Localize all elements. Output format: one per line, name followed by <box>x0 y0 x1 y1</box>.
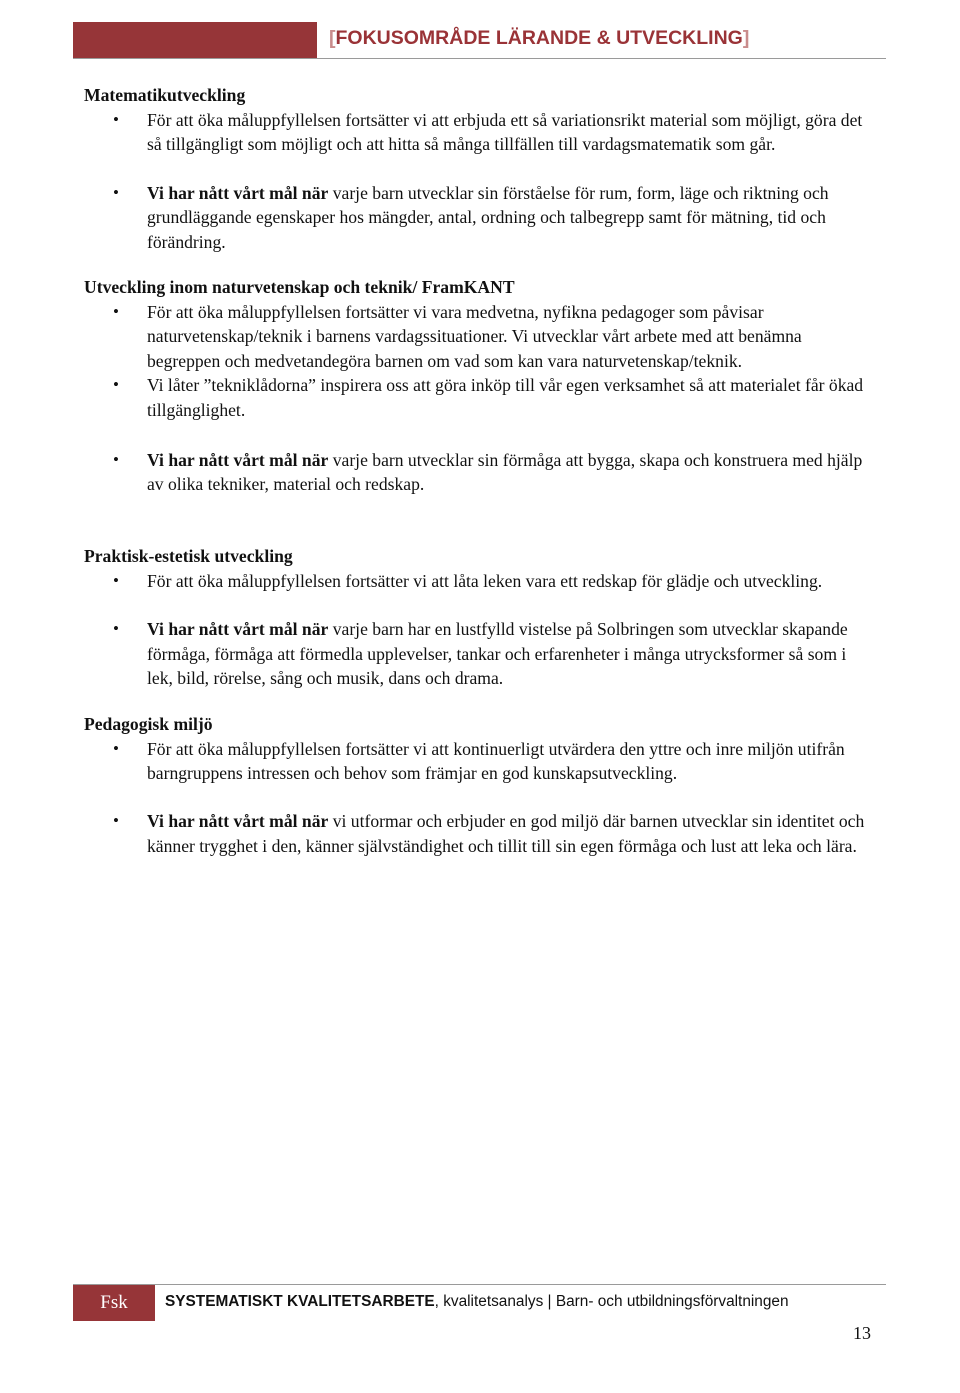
list-item <box>84 737 874 786</box>
header-rule <box>73 58 886 59</box>
page-content <box>84 82 874 858</box>
footer-label-box <box>73 1285 155 1321</box>
section-heading-math: Matematikutveckling <box>84 85 246 105</box>
bullet-icon: • <box>113 302 119 322</box>
list-item-text: vi utformar och erbjuder en god miljö där barnen utvecklar sin identitet och känner trygghet i den, känner självständighet och tillit till sin egen förmåga och lust att leka och lära. <box>147 811 865 856</box>
bullet-list-environment <box>84 737 874 859</box>
bullet-icon: • <box>113 450 119 470</box>
bullet-icon: • <box>113 738 119 758</box>
header-bracket-close: ] <box>742 27 750 49</box>
list-item <box>84 617 874 690</box>
bullet-list-math <box>84 108 874 254</box>
goal-lead-text: Vi har nått vårt mål när <box>147 450 329 471</box>
section-heading-aesthetic: Praktisk-estetisk utveckling <box>84 545 293 566</box>
goal-lead-text: Vi har nått vårt mål när <box>147 811 329 832</box>
footer-rule <box>73 1284 886 1285</box>
bullet-icon: • <box>113 375 119 395</box>
list-item-text: varje barn har en lustfylld vistelse på Solbringen som utvecklar skapande förmåga, förmåga att förmedla upplevelser, tankar och erfarenheter i många utrycksformer så som i lek, bild, rörelse, sång och musik, dans och drama. <box>147 619 848 689</box>
list-item-text: För att öka måluppfyllelsen fortsätter vi att erbjuda ett så variationsrikt material som möjligt, göra det så tillgängligt som möjligt och att hitta så många tillfällen till vardagsmatematik som går. <box>147 110 863 155</box>
list-item <box>84 300 874 373</box>
list-item <box>84 181 874 254</box>
goal-lead-text: Vi har nått vårt mål när <box>147 619 329 640</box>
list-item-text: För att öka måluppfyllelsen fortsätter vi att låta leken vara ett redskap för glädje och utveckling. <box>147 570 823 591</box>
footer-text <box>165 1293 789 1311</box>
page-number: 13 <box>853 1323 871 1343</box>
bullet-icon: • <box>113 110 119 129</box>
footer-bold-text: SYSTEMATISKT KVALITETSARBETE <box>165 1293 435 1310</box>
bullet-icon: • <box>113 811 119 831</box>
document-header-title <box>329 27 749 50</box>
footer-rest-text: , kvalitetsanalys | Barn- och utbildningsförvaltningen <box>434 1293 789 1310</box>
list-item-text: För att öka måluppfyllelsen fortsätter vi att kontinuerligt utvärdera den yttre och inre miljön utifrån barngruppens intressen och behov som främjar en god kunskapsutveckling. <box>147 738 845 783</box>
list-item <box>84 373 874 422</box>
list-item <box>84 108 874 157</box>
goal-lead-text: Vi har nått vårt mål när <box>147 182 329 203</box>
list-item-text: varje barn utvecklar sin förmåga att bygga, skapa och konstruera med hjälp av olika tekniker, material och redskap. <box>147 450 863 495</box>
bullet-icon: • <box>113 182 119 202</box>
bullet-icon: • <box>113 619 119 639</box>
list-item-text: Vi låter ”tekniklådorna” inspirera oss att göra inköp till vår egen verksamhet så att materialet får ökad tillgänglighet. <box>147 375 864 420</box>
list-item-text: För att öka måluppfyllelsen fortsätter vi vara medvetna, nyfikna pedagoger som påvisar naturvetenskap/teknik i barnens vardagssituationer. Vi utvecklar vårt arbete med att benämna begreppen och medvetandegöra barnen om vad som kan vara naturvetenskap/teknik. <box>147 302 802 371</box>
list-item <box>84 569 874 593</box>
bullet-icon: • <box>113 570 119 590</box>
footer-box-label: Fsk <box>100 1292 128 1313</box>
list-item-text: varje barn utvecklar sin förståelse för rum, form, läge och riktning och grundläggande egenskaper hos mängder, antal, ordning och talbegrepp samt för mätning, tid och förändring. <box>147 182 829 252</box>
list-item <box>84 448 874 497</box>
section-heading-science: Utveckling inom naturvetenskap och teknik/ FramKANT <box>84 277 515 298</box>
header-title-text: FOKUSOMRÅDE LÄRANDE & UTVECKLING <box>335 27 743 49</box>
header-bracket-open: [ <box>329 27 336 49</box>
bullet-list-aesthetic <box>84 569 874 691</box>
header-color-bar <box>73 22 317 59</box>
list-item <box>84 809 874 858</box>
bullet-list-science <box>84 300 874 497</box>
section-heading-environment: Pedagogisk miljö <box>84 713 213 734</box>
